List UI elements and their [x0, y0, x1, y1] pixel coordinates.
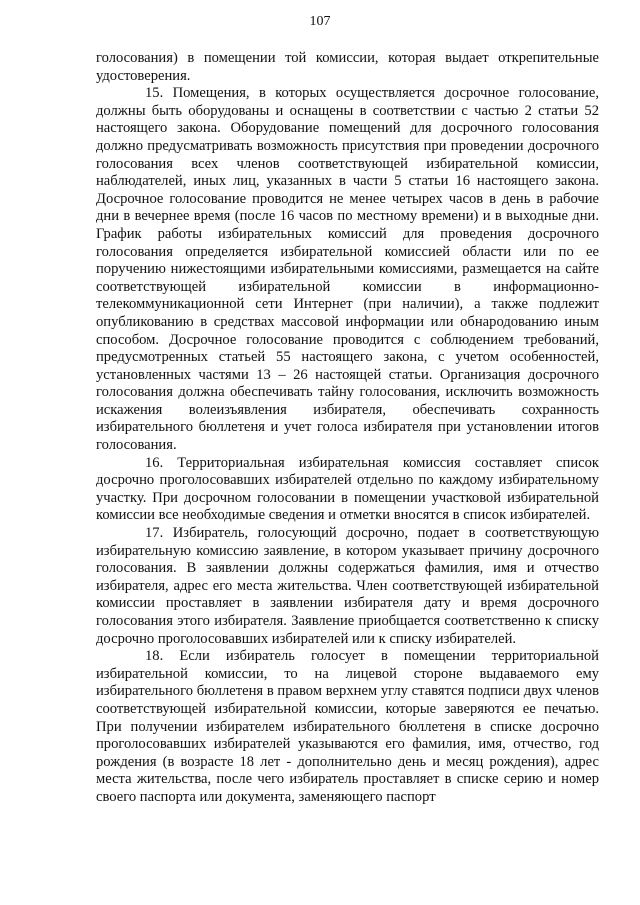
page-number: 107	[309, 14, 331, 29]
paragraph-16: 16. Территориальная избирательная комиссия составляет список досрочно проголосовавших избирателей отдельно по каждому избирательному участку. При досрочном голосовании в помещении участковой избирательной комиссии все необходимые сведения и отметки вносятся в список избирателей.	[96, 454, 599, 524]
paragraph-17: 17. Избиратель, голосующий досрочно, подает в соответствующую избирательную комиссию заявление, в котором указывает причину досрочного голосования. В заявлении должны содержаться фамилия, имя и отчество избирателя, адрес его места жительства. Член соответствующей избирательной комиссии проставляет в заявлении избирателя дату и время досрочного голосования этого избирателя. Заявление приобщается соответственно к списку досрочно проголосовавших избирателей или к списку избирателей.	[96, 525, 599, 647]
paragraph-18: 18. Если избиратель голосует в помещении территориальной избирательной комиссии, то на лицевой стороне выдаваемого ему избирательного бюллетеня в правом верхнем углу ставятся подписи двух членов соответствующей избирательной комиссии, которые заверяются ее печатью. При получении избирателем избирательного бюллетеня в списке досрочно проголосовавших избирателей указываются его фамилия, имя, отчество, год рождения (в возрасте 18 лет - дополнительно день и месяц рождения), адрес места жительства, после чего избиратель проставляет в списке серию и номер своего паспорта или документа, заменяющего паспорт	[96, 648, 599, 805]
paragraph-15: 15. Помещения, в которых осуществляется досрочное голосование, должны быть оборудованы и оснащены в соответствии с частью 2 статьи 52 настоящего закона. Оборудование помещений для досрочного голосования должно предусматривать возможность присутствия при проведении досрочного голосования всех членов соответствующей избирательной комиссии, наблюдателей, иных лиц, указанных в части 5 статьи 16 настоящего закона. Досрочное голосование проводится не менее четырех часов в день в рабочие дни в вечернее время (после 16 часов по местному времени) и в выходные дни. График работы избирательных комиссий для проведения досрочного голосования определяется избирательной комиссией области или по ее поручению нижестоящими избирательными комиссиями, размещается на сайте соответствующей избирательной комиссии в информационно-телекоммуникационной сети Интернет (при наличии), а также подлежит опубликованию в средствах массовой информации или обнародованию иным способом. Досрочное голосование проводится с соблюдением требований, предусмотренных статьей 55 настоящего закона, с учетом особенностей, установленных частями 13 – 26 настоящей статьи. Организация досрочного голосования должна обеспечивать тайну голосования, исключить возможность искажения волеизъявления избирателя, обеспечивать сохранность избирательного бюллетеня и учет голоса избирателя при установлении итогов голосования.	[96, 85, 599, 454]
document-body	[96, 50, 599, 807]
paragraph-continuation: голосования) в помещении той комиссии, которая выдает открепительные удостоверения.	[96, 50, 599, 84]
